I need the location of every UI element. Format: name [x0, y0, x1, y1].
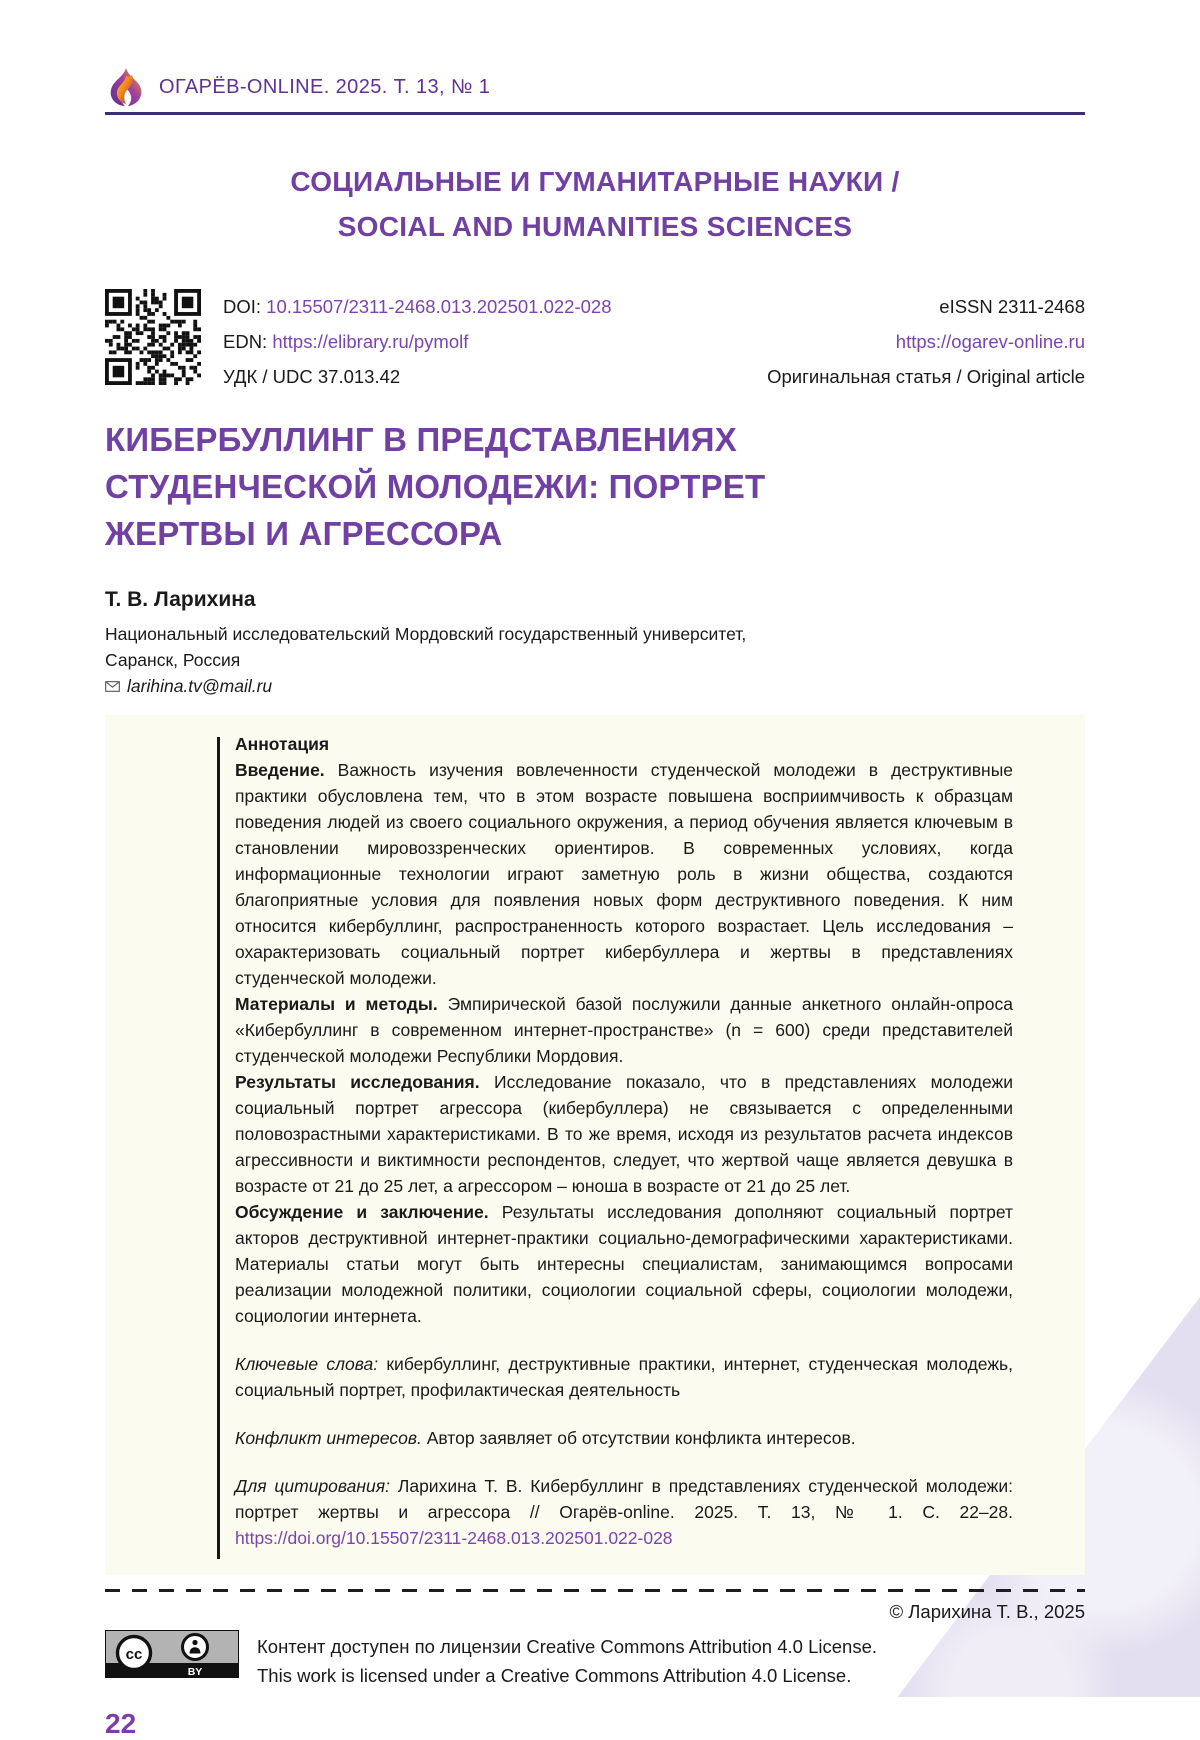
cc-by-badge-icon: [105, 1630, 239, 1678]
envelope-icon: [105, 681, 120, 692]
doi-link[interactable]: 10.15507/2311-2468.013.202501.022-028: [266, 296, 612, 317]
meta-row-udc: [223, 359, 1085, 394]
keywords-text: кибербуллинг, деструктивные практики, интернет, студенческая молодежь, социальный портрет, профилактическая деятельность: [235, 1354, 1013, 1400]
conflict-label: Конфликт интересов.: [235, 1428, 422, 1448]
article-type-label: Оригинальная статья / Original article: [767, 366, 1085, 387]
journal-header: [105, 0, 1085, 115]
journal-logo-icon: [105, 66, 147, 108]
license-line-ru: Контент доступен по лицензии Creative Commons Attribution 4.0 License.: [257, 1636, 877, 1657]
header-divider: [105, 112, 1085, 115]
citation-doi-link[interactable]: https://doi.org/10.15507/2311-2468.013.202501.022-028: [235, 1528, 673, 1548]
edn-link[interactable]: https://elibrary.ru/pymolf: [272, 331, 469, 352]
abstract-results-text: Исследование показало, что в представлениях молодежи социальный портрет агрессора (кибербуллера) не связывается с определенными половозрастными характеристиками. В то же время, исходя из результатов расчета индексов агрессивности и виктимности респондентов, следует, что жертвой чаще является девушка в возрасте от 21 до 25 лет, а агрессором – юноша в возрасте от 21 до 25 лет.: [235, 1072, 1013, 1196]
journal-masthead: ОГАРЁВ-ONLINE. 2025. Т. 13, № 1: [159, 75, 491, 98]
conflict-of-interest: [235, 1425, 1013, 1451]
abstract-discussion: [235, 1199, 1013, 1329]
license-block: [105, 1630, 1085, 1690]
author-email-link[interactable]: larihina.tv@mail.ru: [127, 676, 273, 696]
edn-label: EDN:: [223, 331, 273, 352]
udc-value: УДК / UDC 37.013.42: [223, 366, 401, 387]
license-text: [257, 1630, 877, 1690]
journal-site-link[interactable]: https://ogarev-online.ru: [895, 331, 1085, 352]
abstract-materials: [235, 991, 1013, 1069]
article-title: КИБЕРБУЛЛИНГ В ПРЕДСТАВЛЕНИЯХ СТУДЕНЧЕСКОЙ МОЛОДЕЖИ: ПОРТРЕТ ЖЕРТВЫ И АГРЕССОРА: [105, 421, 766, 552]
abstract-materials-text: Эмпирической базой послужили данные анкетного онлайн-опроса «Кибербуллинг в современном интернет-пространстве» (n = 600) среди представителей студенческой молодежи Республики Мордовия.: [235, 994, 1013, 1066]
abstract-materials-lead: Материалы и методы.: [235, 994, 438, 1014]
svg-text:cc: cc: [125, 1646, 143, 1663]
abstract-heading: Аннотация: [235, 734, 330, 754]
keywords-label: Ключевые слова:: [235, 1354, 379, 1374]
article-meta-block: [105, 289, 1085, 394]
doi-label: DOI:: [223, 296, 267, 317]
dashed-divider: [105, 1589, 1085, 1592]
qr-code: [105, 289, 201, 385]
eissn-value: eISSN 2311-2468: [939, 296, 1085, 317]
abstract-box: [105, 715, 1085, 1575]
citation-text: Ларихина Т. В. Кибербуллинг в представлениях студенческой молодежи: портрет жертвы и агрессора // Огарёв-online. 2025. Т. 13, № 1. С. 22–28.: [235, 1476, 1013, 1522]
copyright-line: © Ларихина Т. В., 2025: [889, 1601, 1085, 1622]
abstract-introduction: [235, 757, 1013, 991]
section-title: СОЦИАЛЬНЫЕ И ГУМАНИТАРНЫЕ НАУКИ / SOCIAL AND HUMANITIES SCIENCES: [290, 166, 900, 242]
meta-row-edn: [223, 324, 1085, 359]
abstract-introduction-text: Важность изучения вовлеченности студенческой молодежи в деструктивные практики обусловлена тем, что в этом возрасте повышена восприимчивость к образцам поведения людей из своего социального окружения, а период обучения является ключевым в становлении мировоззренческих ориентиров. В современных условиях, когда информационные технологии играют заметную роль в жизни общества, создаются благоприятные условия для появления новых форм деструктивного поведения. К ним относится кибербуллинг, распространенность которого возрастает. Цель исследования – охарактеризовать социальный портрет кибербуллера и жертвы в представлениях студенческой молодежи.: [235, 760, 1013, 988]
edn-value: [223, 324, 468, 359]
page-number: 22: [105, 1708, 137, 1739]
citation-label: Для цитирования:: [235, 1476, 390, 1496]
abstract-results-lead: Результаты исследования.: [235, 1072, 480, 1092]
conflict-text: Автор заявляет об отсутствии конфликта интересов.: [421, 1428, 856, 1448]
author-name: Т. В. Ларихина: [105, 588, 256, 611]
author-affiliation: Национальный исследовательский Мордовский государственный университет, Саранск, Россия: [105, 624, 747, 670]
author-email-row: [105, 673, 1085, 699]
cc-by-text: BY: [187, 1666, 203, 1678]
abstract-discussion-text: Результаты исследования дополняют социальный портрет акторов деструктивной интернет-практики социально-демографическими характеристиками. Материалы статьи могут быть интересны специалистам, занимающимся вопросами реализации молодежной политики, социологии социальной сферы, социологии молодежи, социологии интернета.: [235, 1202, 1013, 1326]
keywords: [235, 1351, 1013, 1403]
doi-value: [223, 289, 611, 324]
abstract-results: [235, 1069, 1013, 1199]
meta-row-doi: [223, 289, 1085, 324]
license-line-en: This work is licensed under a Creative Commons Attribution 4.0 License.: [257, 1665, 852, 1686]
abstract-introduction-lead: Введение.: [235, 760, 325, 780]
citation: [235, 1473, 1013, 1551]
abstract-discussion-lead: Обсуждение и заключение.: [235, 1202, 489, 1222]
